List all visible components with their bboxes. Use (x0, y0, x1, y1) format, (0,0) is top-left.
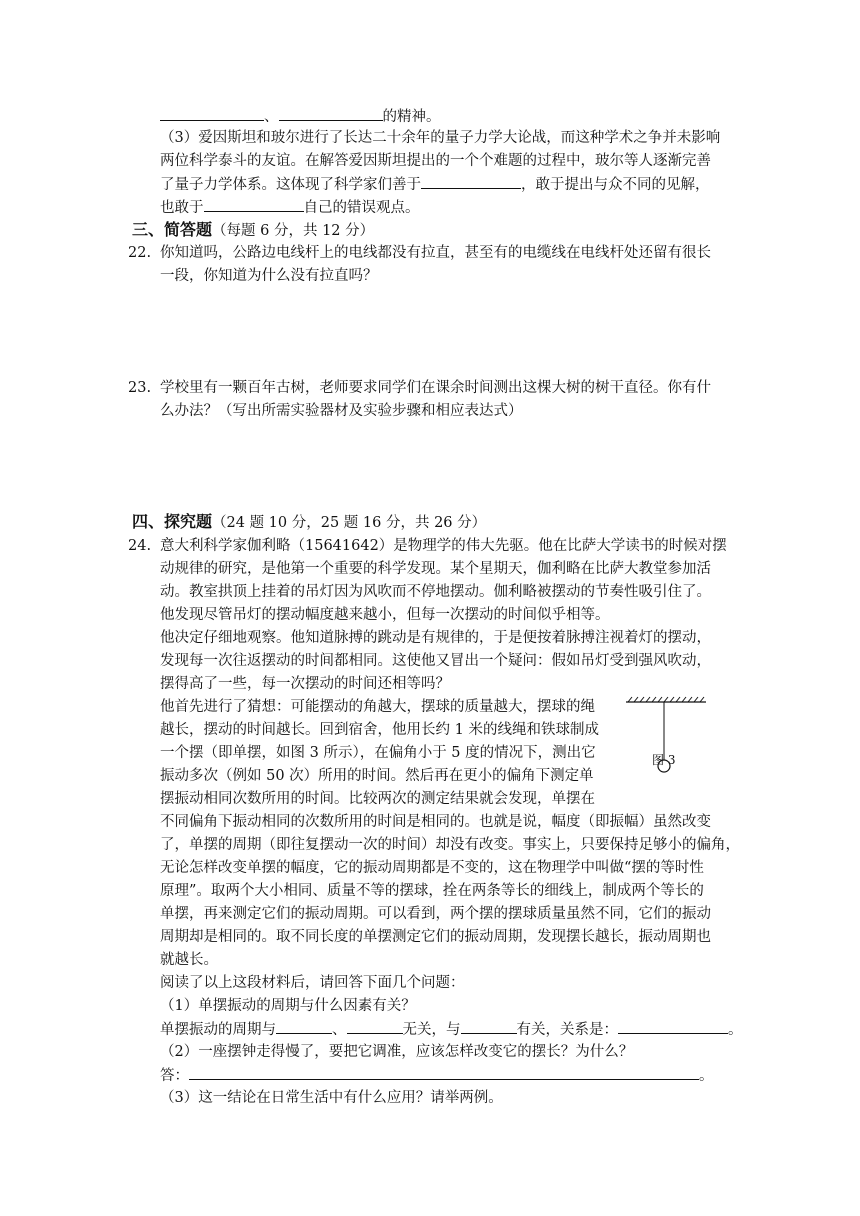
q24-p1-line1: 24. 意大利科学家伽利略（15641642）是物理学的伟大先驱。他在比萨大学读书的时候对摆 (128, 538, 727, 554)
q24-p3-line9: 原理”。取两个大小相同、质量不等的摆球，拴在两条等长的细线上，制成两个等长的 (160, 883, 704, 899)
q24-p3-line12: 就越长。 (160, 952, 218, 968)
q24-p3-line5: 摆振动相同次数所用的时间。比较两次的测定结果就会发现，单摆在 (160, 791, 595, 807)
q21-3-line3: 了量子力学体系。这体现了科学家们善于 ，敢于提出与众不同的见解， (160, 174, 710, 195)
answer-blank[interactable] (347, 1019, 403, 1034)
figure-caption: 图 3 (652, 753, 676, 767)
subquestion-3: （3）这一结论在日常生活中有什么应用？请举两例。 (160, 1090, 503, 1106)
subquestion-1: （1）单摆振动的周期与什么因素有关？ (160, 998, 416, 1014)
read-prompt: 阅读了以上这段材料后，请回答下面几个问题： (160, 975, 465, 991)
q24-p3-line7: 了，单摆的周期（即往复摆动一次的时间）却没有改变。事实上，只要保持足够小的偏角， (160, 837, 740, 853)
q24-p2-line1: 他决定仔细地观察。他知道脉搏的跳动是有规律的，于是便按着脉搏注视着灯的摆动， (160, 630, 711, 646)
answer-blank[interactable] (204, 197, 304, 212)
q23-line2: 么办法？（写出所需实验器材及实验步骤和相应表达式） (160, 403, 523, 419)
q24-p2-line3: 摆得高了一些，每一次摆动的时间还相等吗？ (160, 676, 450, 692)
q24-p2-line2: 发现每一次往返摆动的时间都相同。这使他又冒出一个疑问：假如吊灯受到强风吹动， (160, 653, 711, 669)
answer-blank[interactable] (618, 1019, 728, 1034)
q24-p1-line3: 动。教室拱顶上挂着的吊灯因为风吹而不停地摆动。伽利略被摆动的节奏性吸引住了。 (160, 584, 711, 600)
section4-heading: 四、探究题（24 题 10 分，25 题 16 分，共 26 分） (132, 512, 487, 531)
q24-p3-line6: 不同偏角下振动相同的次数所用的时间是相同的。也就是说，幅度（即振幅）虽然改变 (160, 814, 711, 830)
subquestion-1-answer: 单摆振动的周期与 、 无关，与 有关，关系是： 。 (160, 1019, 743, 1040)
q24-p3-line3: 一个摆（即单摆，如图 3 所示），在偏角小于 5 度的情况下，测出它 (160, 745, 596, 761)
subquestion-2-answer: 答： 。 (160, 1065, 714, 1086)
q22-line1: 22. 你知道吗，公路边电线杆上的电线都没有拉直，甚至有的电缆线在电线杆处还留有很长 (128, 245, 711, 261)
q24-p3-line1: 他首先进行了猜想：可能摆动的角越大，摆球的质量越大，摆球的绳 (160, 699, 595, 715)
q24-p1-line2: 动规律的研究，是他第一个重要的科学发现。某个星期天，伽利略在比萨大教堂参加活 (160, 561, 711, 577)
answer-blank[interactable] (160, 106, 264, 121)
answer-blank[interactable] (189, 1065, 699, 1080)
q21-blank-line: 、 的精神。 (160, 106, 441, 127)
subquestion-2: （2）一座摆钟走得慢了，要把它调准，应该怎样改变它的摆长？为什么？ (160, 1044, 634, 1060)
q24-p1-line4: 他发现尽管吊灯的摆动幅度越来越小，但每一次摆动的时间似乎相等。 (160, 607, 610, 623)
q24-p3-line8: 无论怎样改变单摆的幅度，它的振动周期都是不变的，这在物理学中叫做“摆的等时性 (160, 860, 704, 876)
q24-p3-line4: 振动多次（例如 50 次）所用的时间。然后再在更小的偏角下测定单 (160, 768, 594, 784)
q24-p3-line10: 单摆，再来测定它们的振动周期。可以看到，两个摆的摆球质量虽然不同，它们的振动 (160, 906, 711, 922)
ceiling-hatch (628, 697, 704, 702)
q22-line2: 一段，你知道为什么没有拉直吗？ (160, 268, 378, 284)
q21-3-line4: 也敢于 自己的错误观点。 (160, 197, 420, 218)
q21-3-line1: （3）爱因斯坦和玻尔进行了长达二十余年的量子力学大论战，而这种学术之争并未影响 (160, 130, 721, 146)
q24-p3-line11: 周期却是相同的。取不同长度的单摆测定它们的振动周期，发现摆长越长，振动周期也 (160, 929, 711, 945)
q21-3-line2: 两位科学泰斗的友谊。在解答爱因斯坦提出的一个个难题的过程中，玻尔等人逐渐完善 (160, 153, 711, 169)
q24-p3-line2: 越长，摆动的时间越长。回到宿舍，他用长约 1 米的线绳和铁球制成 (160, 722, 599, 738)
answer-blank[interactable] (461, 1019, 517, 1034)
answer-blank[interactable] (279, 106, 383, 121)
answer-blank[interactable] (421, 174, 521, 189)
section3-heading: 三、简答题（每题 6 分，共 12 分） (132, 220, 375, 239)
answer-blank[interactable] (276, 1019, 332, 1034)
q23-line1: 23. 学校里有一颗百年古树，老师要求同学们在课余时间测出这棵大树的树干直径。你有什 (128, 380, 711, 396)
